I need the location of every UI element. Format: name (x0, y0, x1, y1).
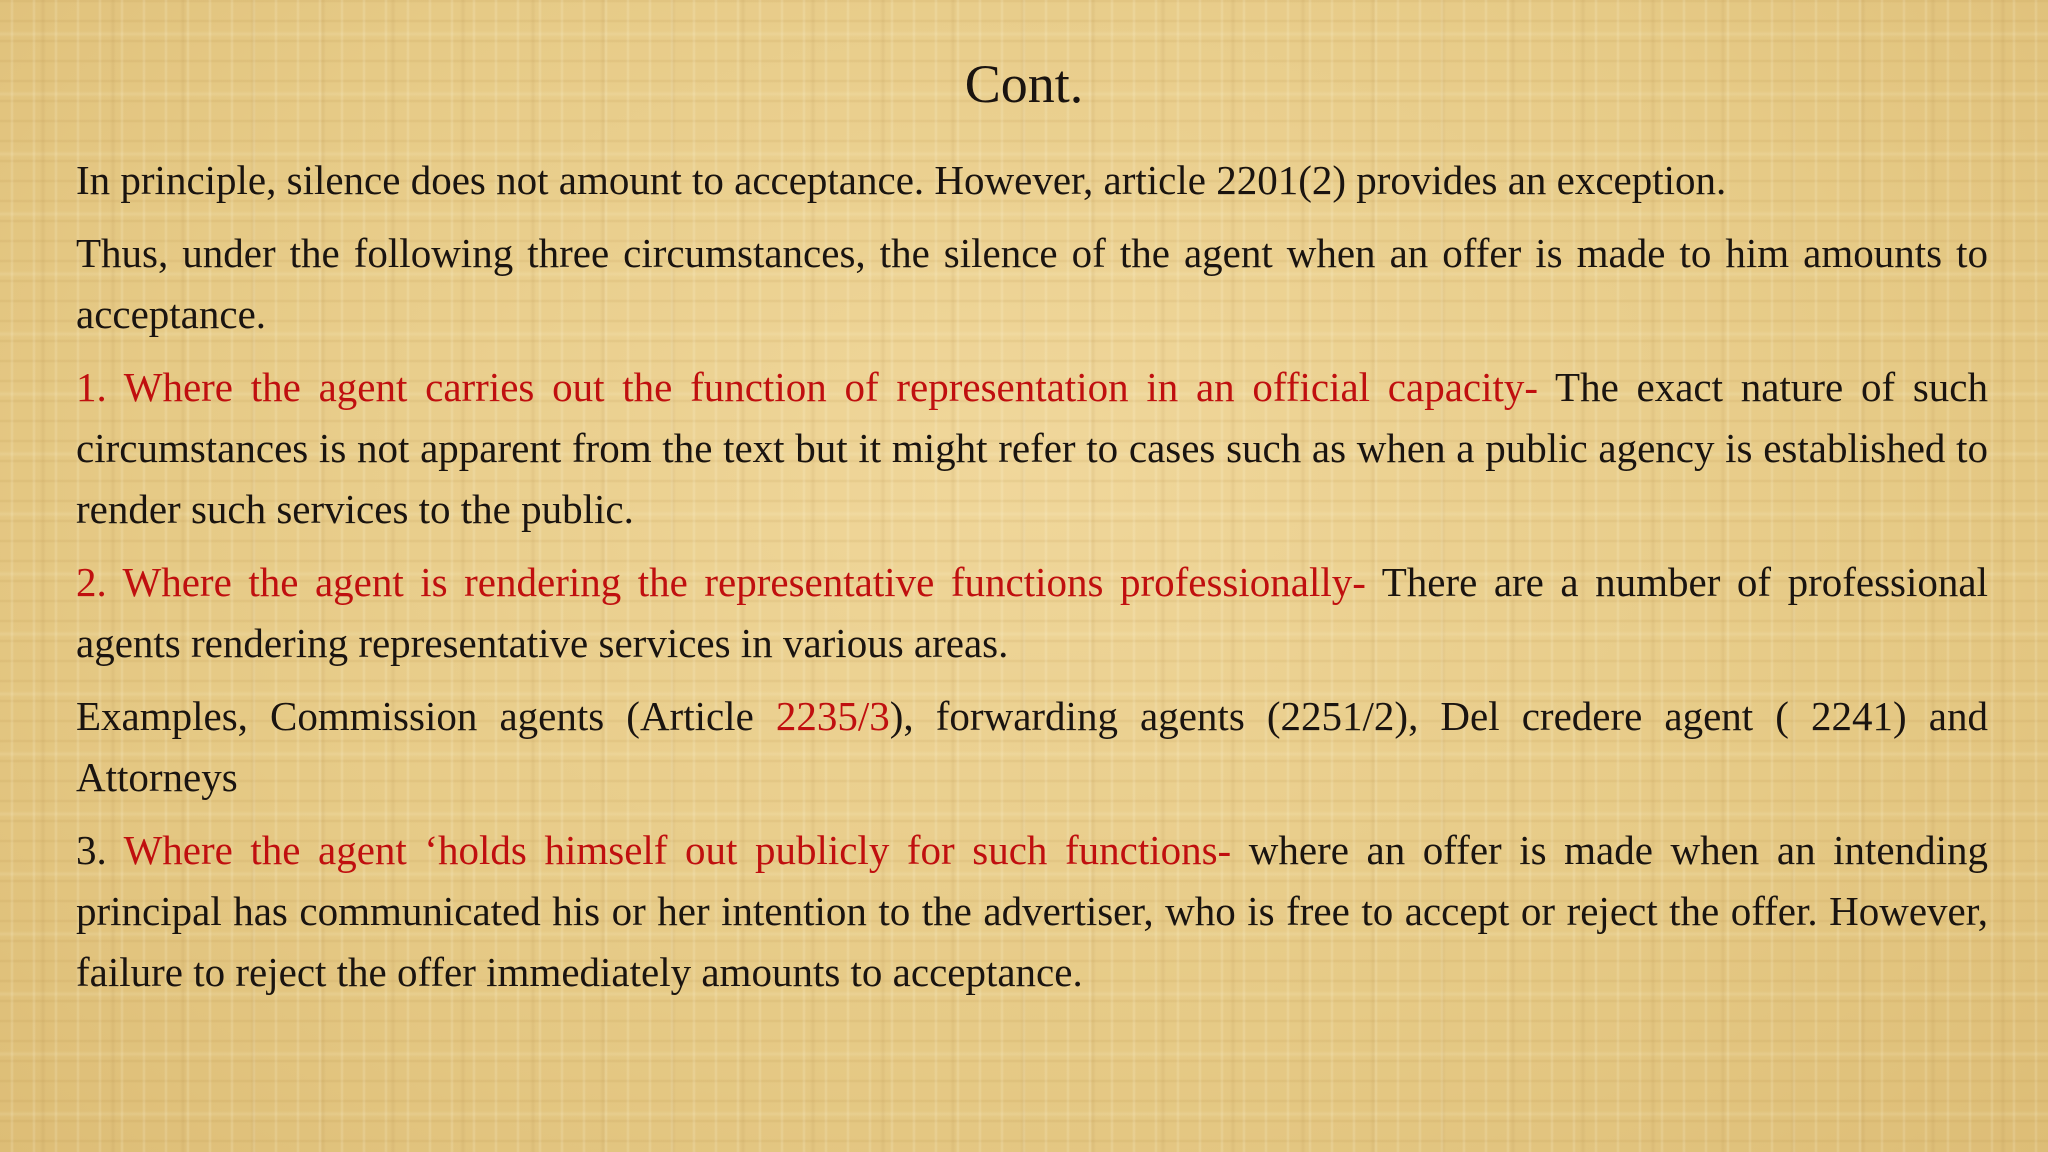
paragraph-holds-out-publicly (76, 820, 1988, 1003)
examples-text-after: ), forwarding agents (2251/2), Del credere agent ( 2241) and Attorneys (76, 693, 1988, 800)
slide-title: Cont. (964, 54, 1084, 114)
paragraph-examples (76, 686, 1988, 808)
holds-out-number: 3. (76, 827, 124, 873)
paragraph-circumstances-intro (76, 223, 1988, 345)
paragraph-principle-text: In principle, silence does not amount to acceptance. However, article 2201(2) provides an exception. (76, 157, 1727, 203)
holds-out-heading: Where the agent ‘holds himself out publicly for such functions- (123, 827, 1232, 873)
professional-body: There are a number of professional agents rendering representative services in various areas. (76, 559, 1988, 666)
slide-body (76, 150, 1988, 1015)
examples-text-before: Examples, Commission agents (Article (76, 693, 776, 739)
paragraph-principle (76, 150, 1988, 211)
holds-out-body: where an offer is made when an intending principal has communicated his or her intention to the advertiser, who is free to accept or reject the offer. However, failure to reject the offer immediately amounts to acceptance. (76, 827, 1988, 995)
paragraph-professional (76, 552, 1988, 674)
paragraph-circumstances-intro-text: Thus, under the following three circumstances, the silence of the agent when an offer is made to him amounts to acceptance. (76, 230, 1988, 337)
examples-article-highlight: 2235/3 (775, 693, 890, 739)
professional-heading: 2. Where the agent is rendering the representative functions professionally- (76, 559, 1366, 605)
paragraph-official-capacity (76, 357, 1988, 540)
official-capacity-heading: 1. Where the agent carries out the function of representation in an official capacity- (76, 364, 1539, 410)
official-capacity-body: The exact nature of such circumstances is not apparent from the text but it might refer to cases such as when a public agency is established to render such services to the public. (76, 364, 1988, 532)
